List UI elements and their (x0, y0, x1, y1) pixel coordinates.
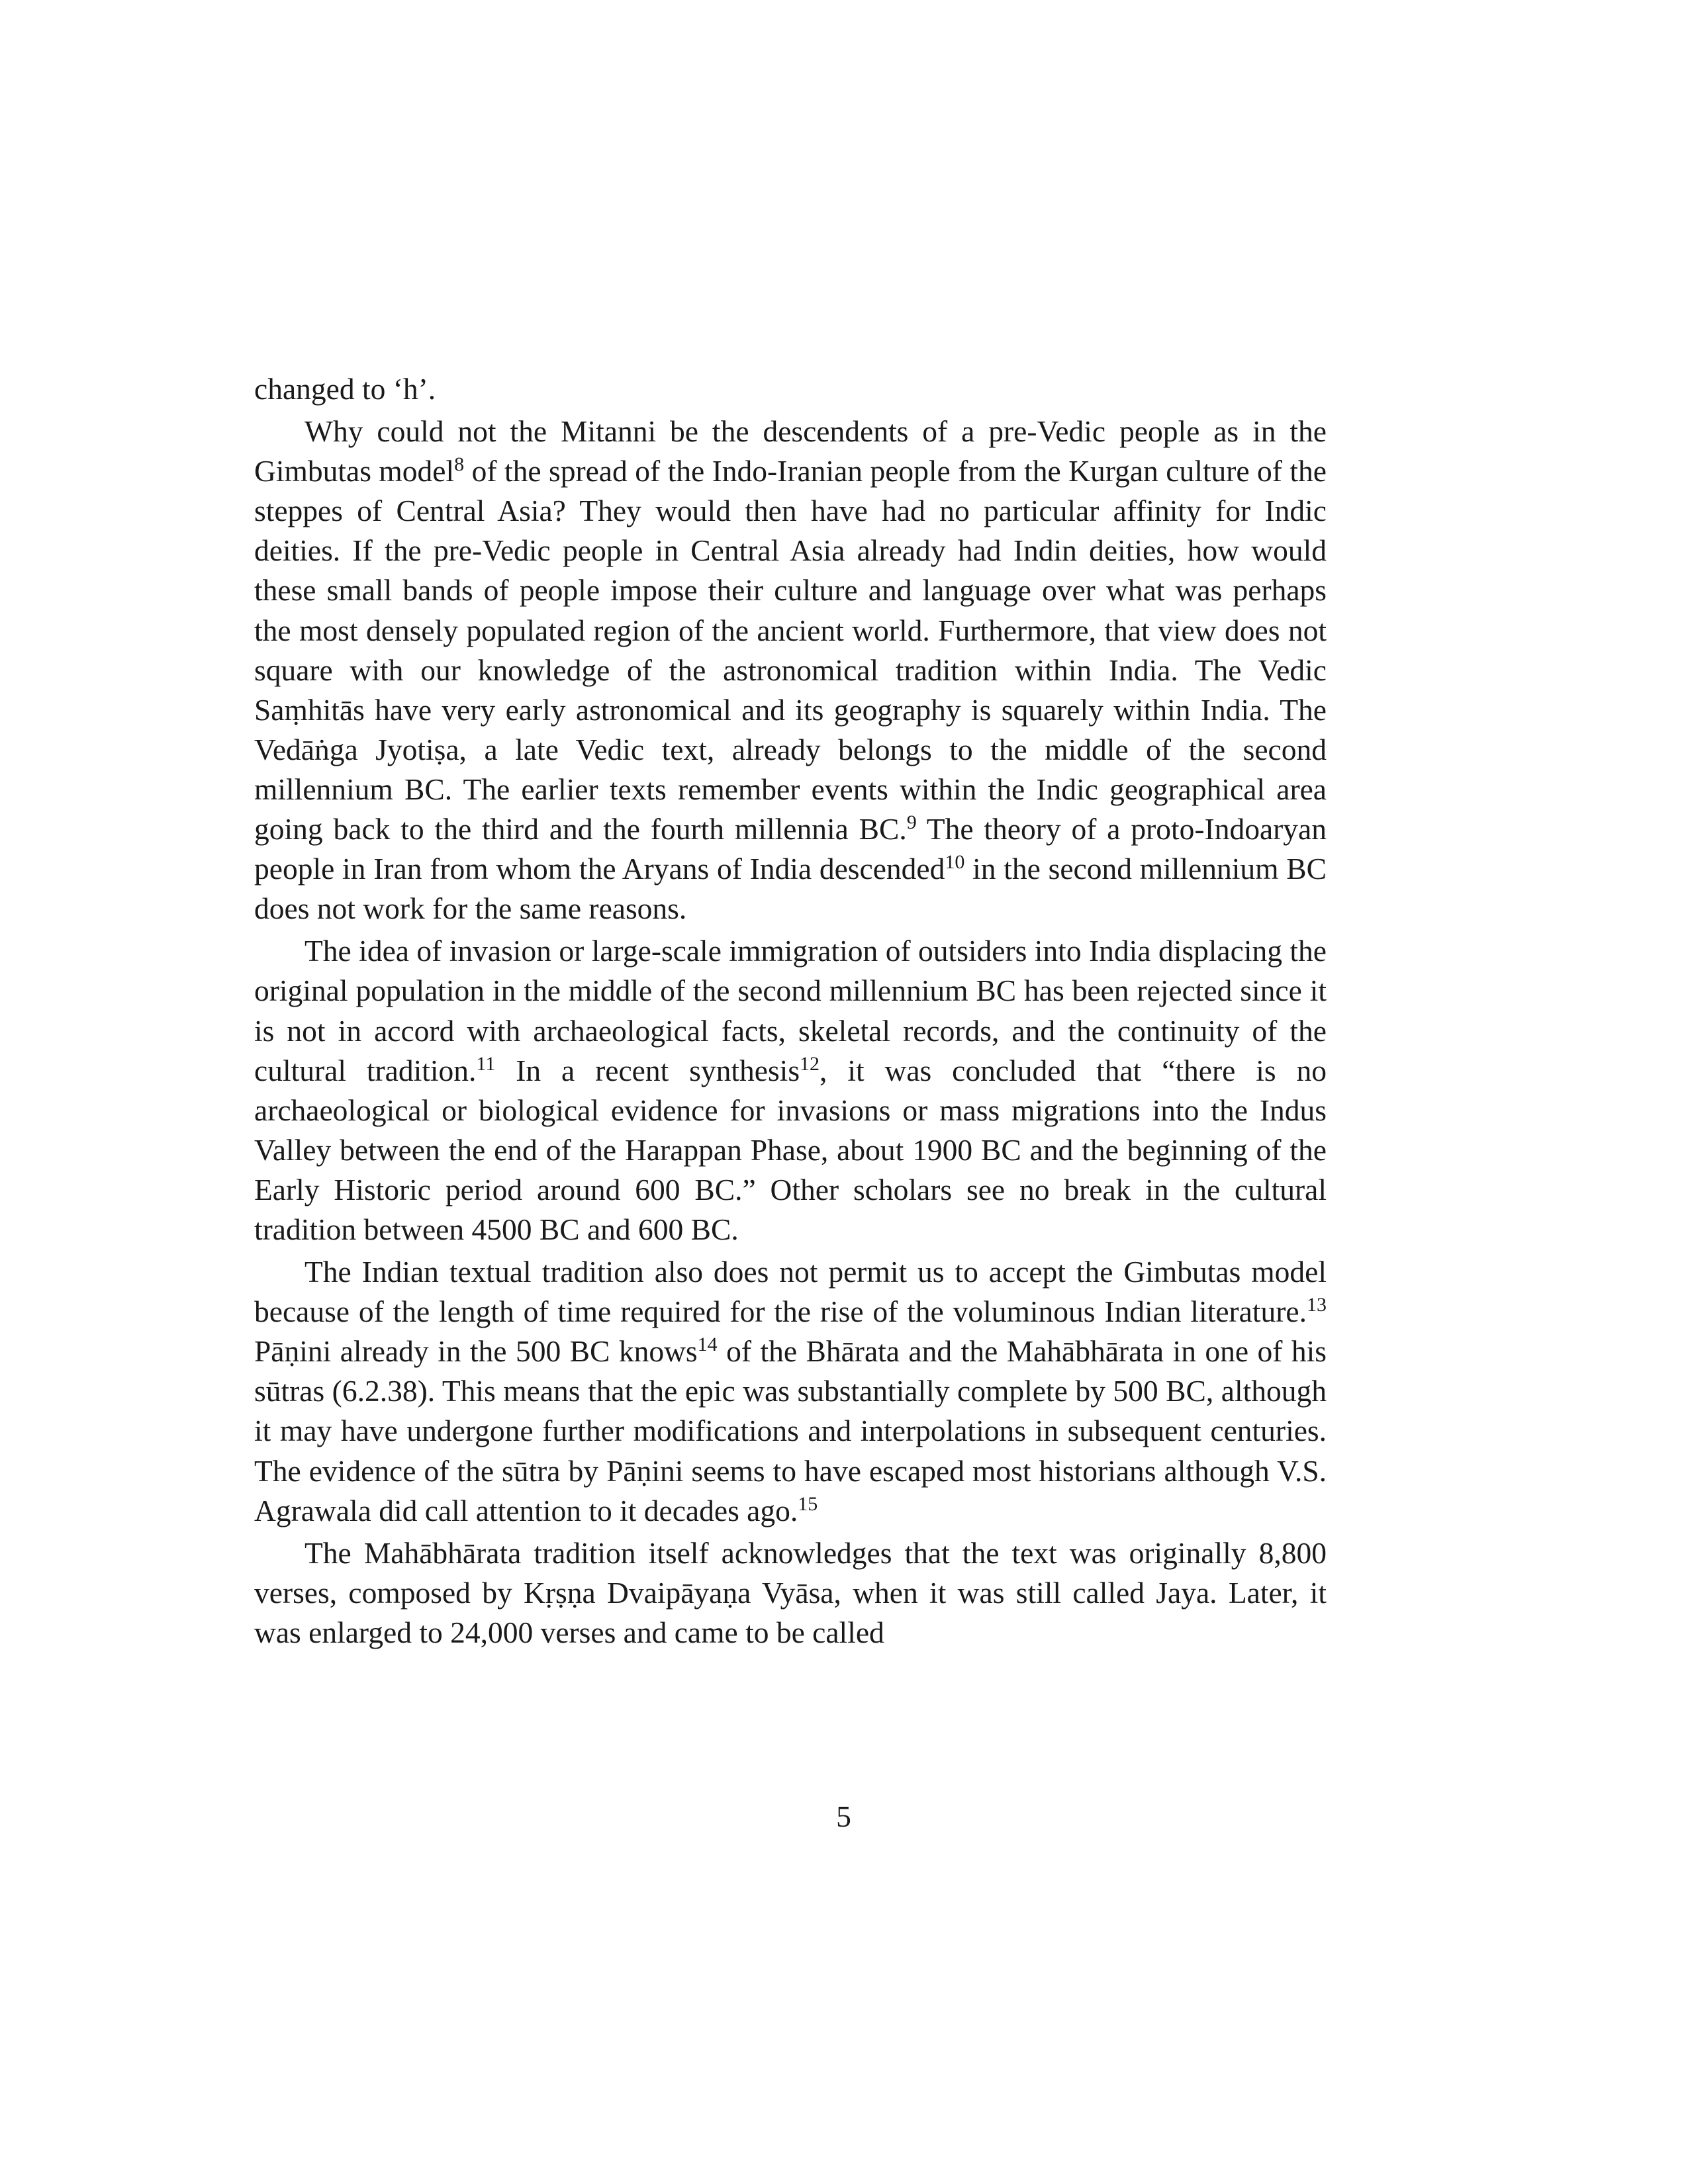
paragraph (254, 931, 1327, 1250)
footnote-marker: 10 (945, 851, 965, 874)
footnote-marker: 13 (1307, 1294, 1327, 1316)
text-run: of the spread of the Indo-Iranian people from the Kurgan culture of the steppes of Central Asia? They would then have had no particular affinity for Indic deities. If the pre-Vedic people in Central Asia already had Indin deities, how would these small bands of people impose their culture and language over what was perhaps the most densely populated region of the ancient world. Furthermore, that view does not square with our knowledge of the astronomical tradition within India. The Vedic Saṃhitās have very early astronomical and its geography is squarely within India. The Vedāṅga Jyotiṣa, a late Vedic text, already belongs to the middle of the second millennium BC. The earlier texts remember events within the Indic geographical area going back to the third and the fourth millennia BC. (254, 454, 1327, 846)
paragraph (254, 369, 1327, 409)
body-text (254, 369, 1327, 1655)
text-run: The theory of a proto-Indoaryan people in Iran from whom the Aryans of India descended (254, 812, 1327, 886)
footnote-marker: 11 (476, 1052, 496, 1075)
text-run: The idea of invasion or large-scale immigration of outsiders into India displacing the original population in the middle of the second millennium BC has been rejected since it is not in accord with archaeological facts, skeletal records, and the continuity of the cultural tradition. (254, 934, 1327, 1087)
text-run: Pāṇini already in the 500 BC knows (254, 1334, 698, 1369)
text-run: In a recent synthesis (495, 1053, 800, 1087)
text-run: The Indian textual tradition also does not permit us to accept the Gimbutas model because of the length of time required for the rise of the voluminous Indian literature. (254, 1255, 1327, 1329)
text-run: , it was concluded that “there is no archaeological or biological evidence for invasions or mass migrations into the Indus Valley between the end of the Harappan Phase, about 1900 BC and the beginning of the Early Historic period around 600 BC.” Other scholars see no break in the cultural tradition between 4500 BC and 600 BC. (254, 1053, 1327, 1246)
footnote-marker: 9 (906, 811, 917, 834)
text-run: in the second millennium BC does not work for the same reasons. (254, 852, 1327, 926)
text-run: The Mahābhārata tradition itself acknowledges that the text was originally 8,800 verses, composed by Kṛṣṇa Dvaipāyaṇa Vyāsa, when it was still called Jaya. Later, it was enlarged to 24,000 verses and came to be called (254, 1535, 1327, 1649)
footnote-marker: 14 (697, 1334, 718, 1356)
paragraph (254, 412, 1327, 929)
footnote-marker: 12 (800, 1052, 820, 1075)
paragraph (254, 1533, 1327, 1653)
paragraph (254, 1252, 1327, 1531)
text-run: Why could not the Mitanni be the descendents of a pre-Vedic people as in the Gimbutas model (254, 414, 1327, 488)
text-run: changed to ‘h’. (254, 372, 436, 406)
page-number-label: 5 (836, 1799, 851, 1833)
footnote-marker: 8 (454, 453, 465, 476)
page-number (0, 1797, 1688, 1837)
text-run: of the Bhārata and the Mahābhārata in one of his sūtras (6.2.38). This means that the epic was substantially complete by 500 BC, although it may have undergone further modifications and interpolations in subsequent centuries. The evidence of the sūtra by Pāṇini seems to have escaped most historians although V.S. Agrawala did call attention to it decades ago. (254, 1334, 1327, 1527)
footnote-marker: 15 (798, 1492, 818, 1515)
